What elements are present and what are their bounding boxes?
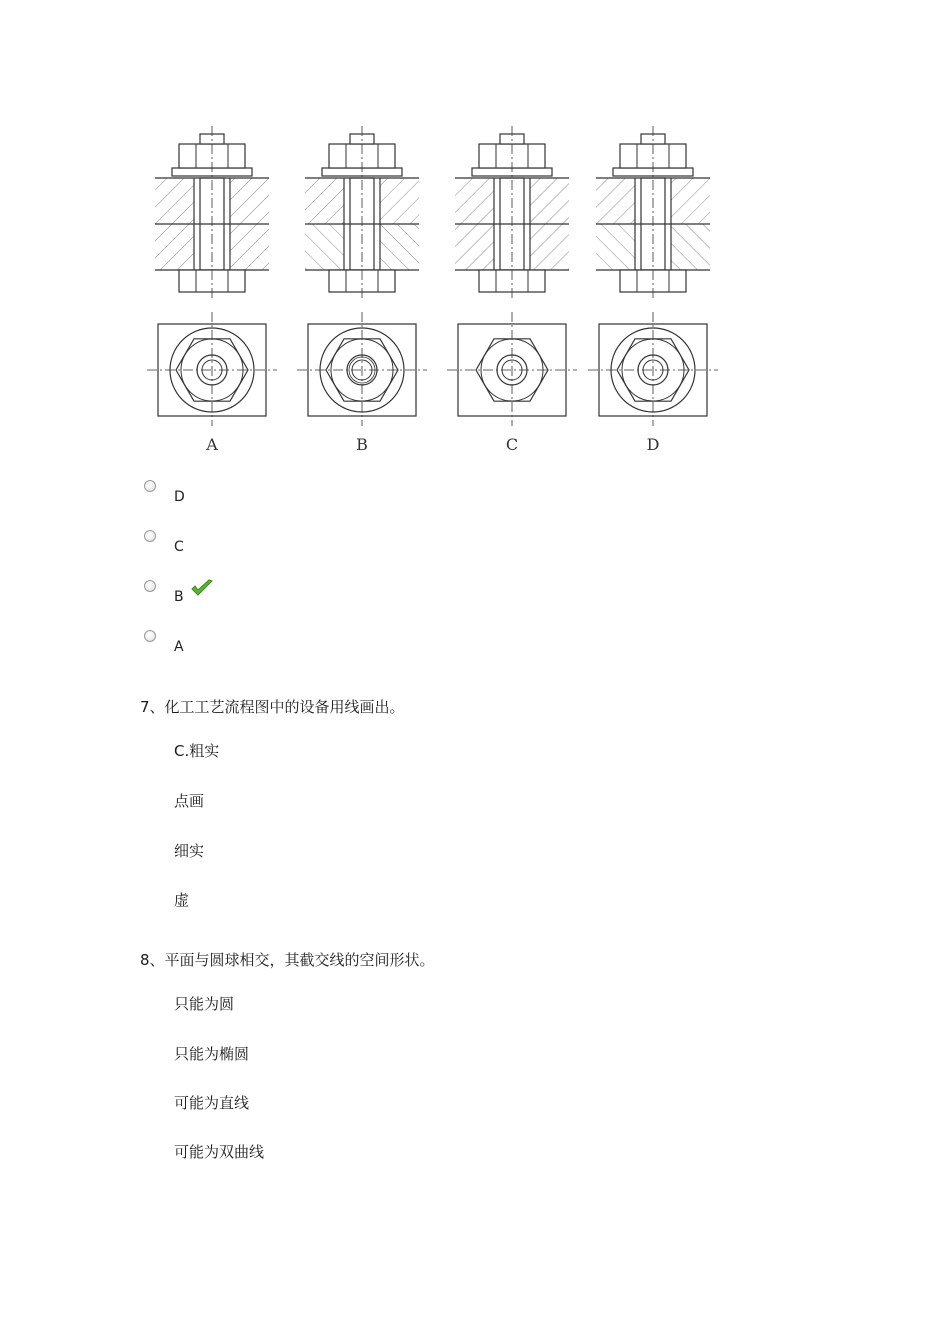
figure-label: D [646,435,660,454]
q8-option[interactable]: 可能为直线 [174,1094,250,1112]
radio-icon[interactable] [144,530,156,542]
q7-title: 7、化工工艺流程图中的设备用线画出。 [140,698,405,716]
option-label: A [174,639,184,655]
correct-check-icon [190,578,214,598]
q6-option-d[interactable] [144,480,185,504]
q7-option[interactable]: 细实 [174,842,205,860]
option-label: C [174,539,184,555]
bolt-view [588,126,718,426]
q8-option[interactable]: 可能为双曲线 [174,1143,265,1161]
bolt-connection-figure [140,120,740,460]
q6-option-c[interactable] [144,530,184,554]
bolt-view [147,126,277,426]
bolt-drawings [140,120,740,460]
radio-icon[interactable] [144,480,156,492]
figure-label: B [356,435,368,454]
bolt-view [447,126,577,426]
figure-label: C [505,435,519,454]
radio-icon[interactable] [144,630,156,642]
radio-icon[interactable] [144,580,156,592]
q8-option[interactable]: 只能为椭圆 [174,1045,250,1063]
option-label: B [174,589,184,605]
q7-option[interactable]: 点画 [174,792,205,810]
q7-option[interactable]: C.粗实 [174,742,220,760]
bolt-view [297,126,427,426]
q8-option[interactable]: 只能为圆 [174,995,235,1013]
q7-option[interactable]: 虚 [174,891,190,909]
figure-label: A [206,435,218,454]
q8-title: 8、平面与圆球相交，其截交线的空间形状。 [140,951,435,969]
option-label: D [174,489,185,505]
q6-option-b[interactable] [144,580,214,604]
q6-option-a[interactable] [144,630,184,654]
